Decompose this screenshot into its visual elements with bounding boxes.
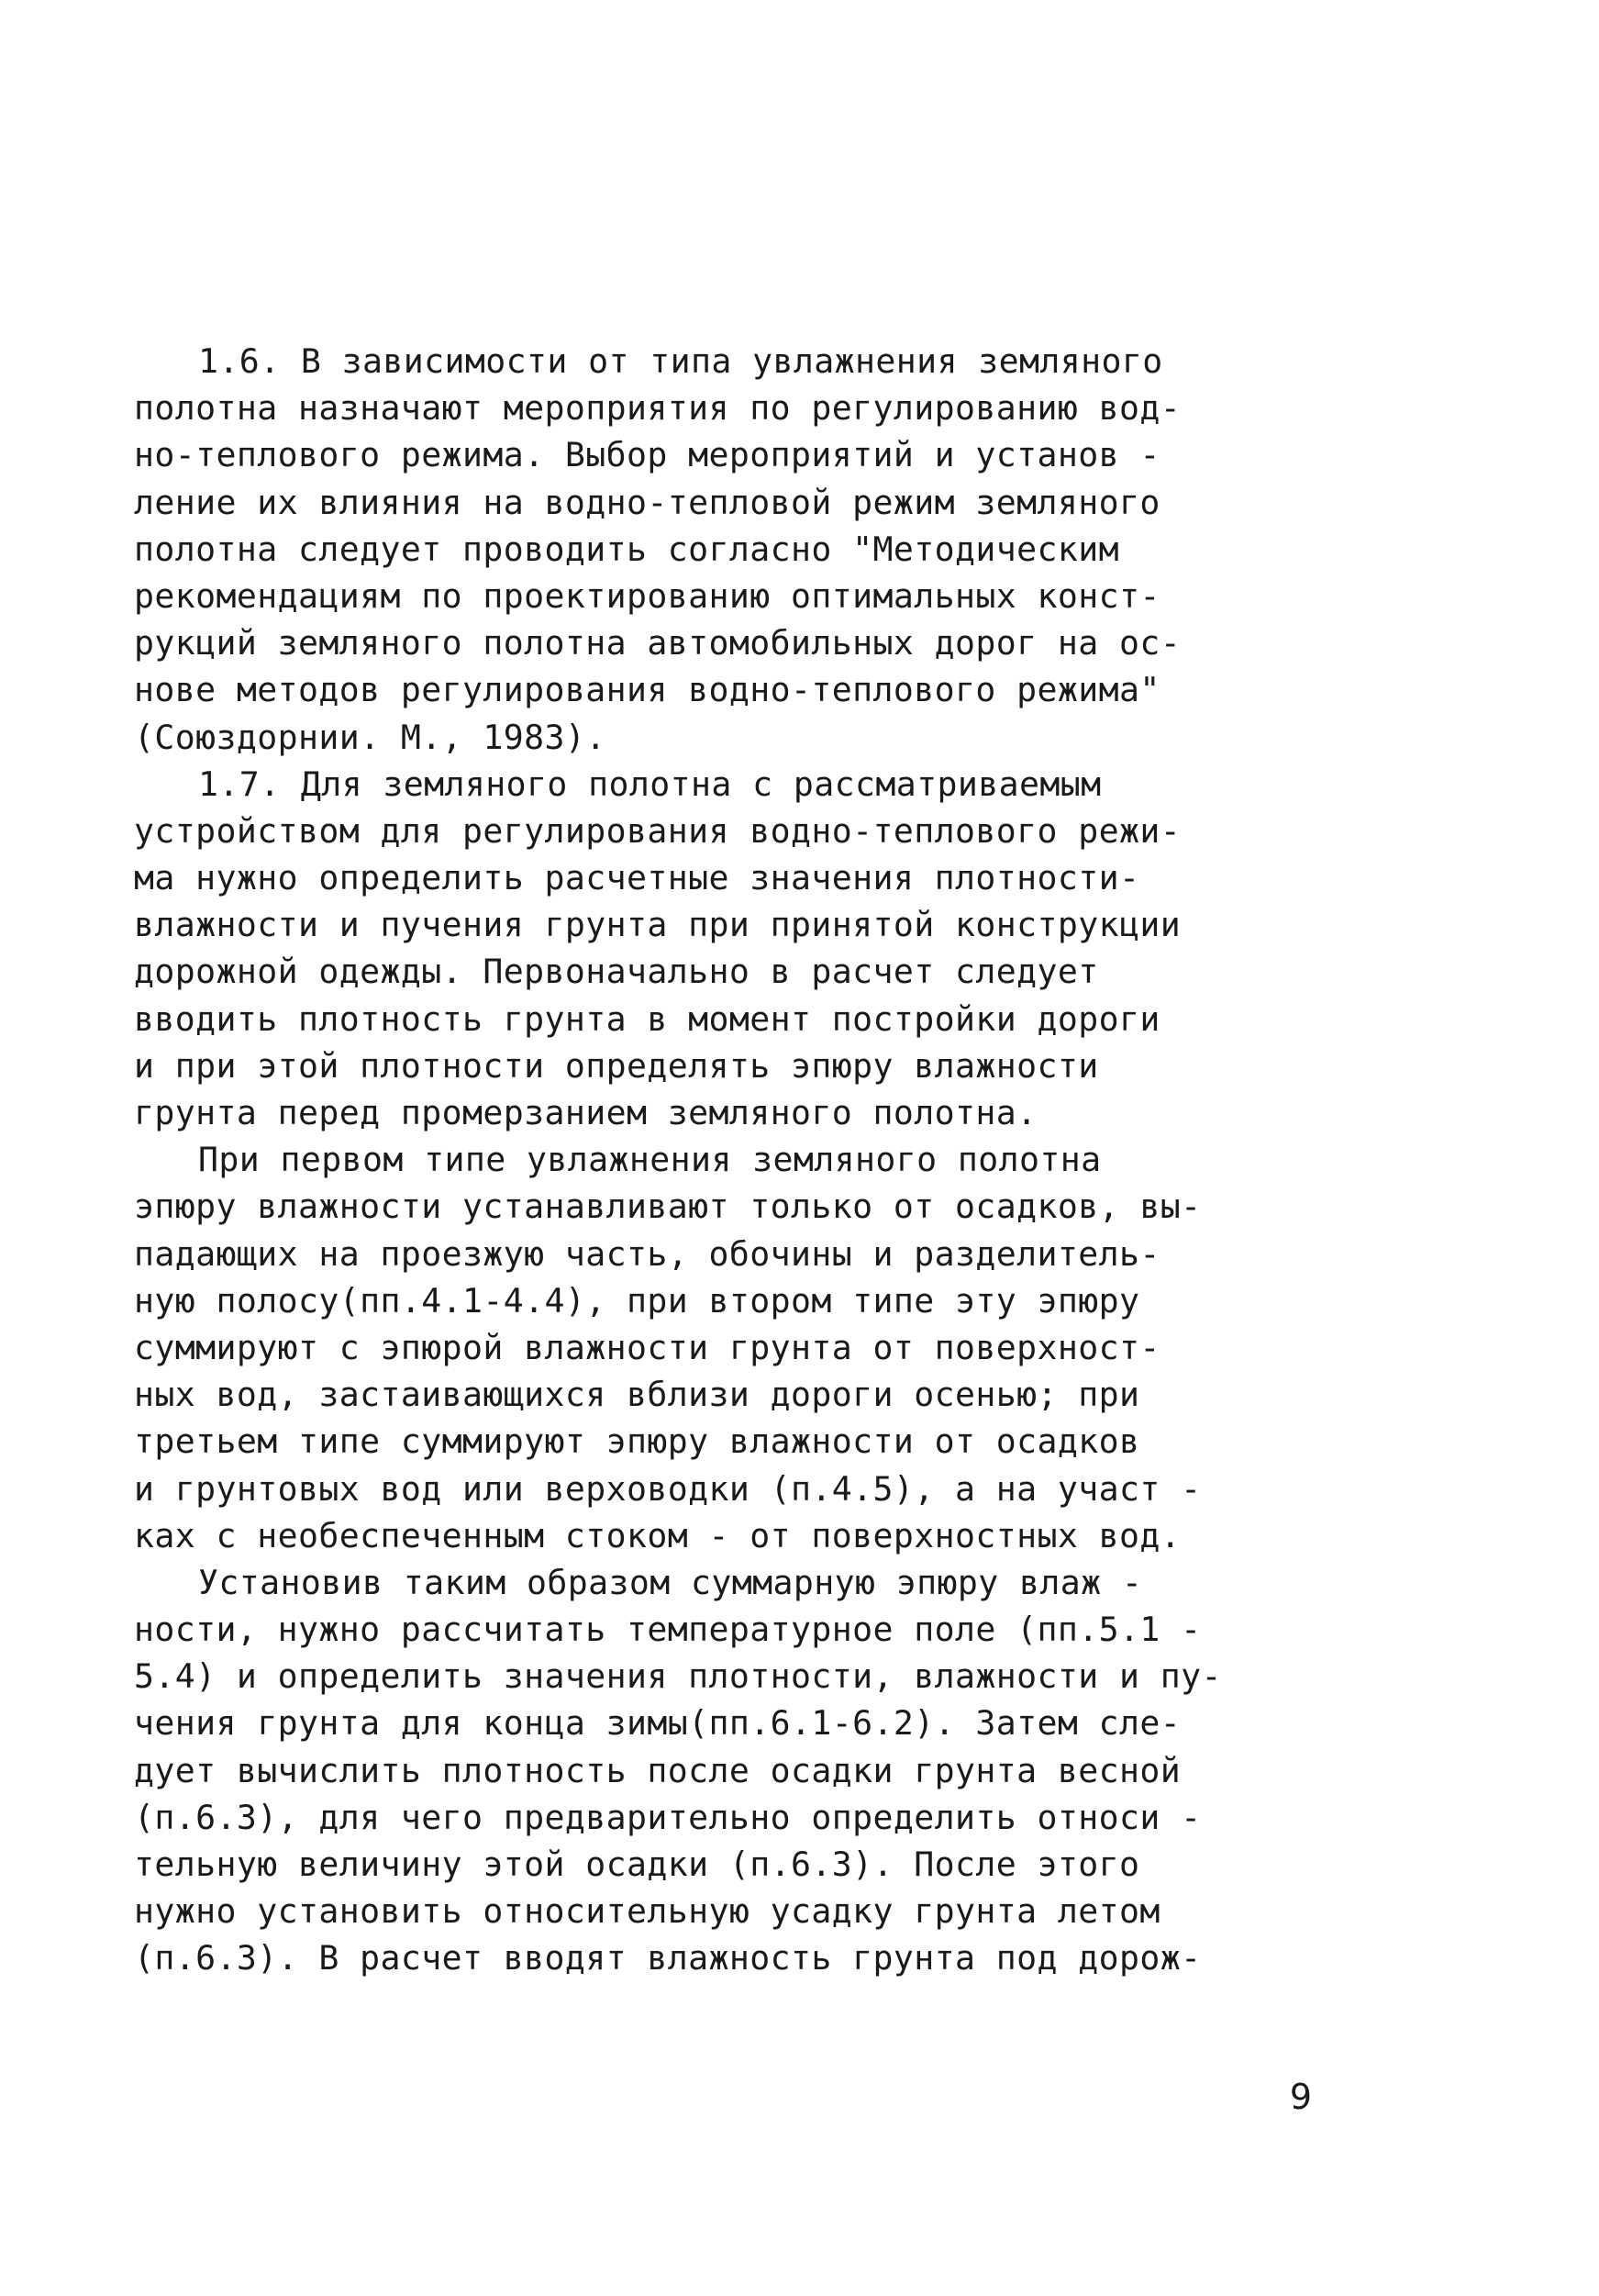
text-line: нужно установить относительную усадку грунта летом: [134, 1891, 1160, 1932]
text-line: ление их влияния на водно-тепловой режим земляного: [134, 482, 1160, 522]
text-line: 1.7. Для земляного полотна с рассматриваемым: [198, 763, 1102, 804]
body-text: [134, 338, 1327, 1982]
text-line: влажности и пучения грунта при принятой конструкции: [134, 905, 1182, 945]
text-line: но-теплового режима. Выбор мероприятий и установ -: [134, 435, 1160, 475]
text-line: рукций земляного полотна автомобильных дорог на ос-: [134, 623, 1182, 663]
text-line: ную полосу(пп.4.1-4.4), при втором типе эту эпюру: [134, 1280, 1140, 1321]
text-line: При первом типе увлажнения земляного полотна: [198, 1140, 1102, 1180]
text-line: устройством для регулирования водно-теплового режи-: [134, 810, 1182, 851]
text-line: вводить плотность грунта в момент постройки дороги: [134, 998, 1160, 1039]
text-line: (п.6.3). В расчет вводят влажность грунта под дорож-: [134, 1938, 1202, 1978]
text-line: Установив таким образом суммарную эпюру влаж -: [198, 1562, 1143, 1602]
text-line: рекомендациям по проектированию оптимальных конст-: [134, 575, 1160, 616]
text-line: ма нужно определить расчетные значения плотности-: [134, 858, 1140, 898]
paragraph-1-7: [134, 761, 1327, 1137]
paragraph-1-6: [134, 338, 1327, 761]
text-line: 5.4) и определить значения плотности, влажности и пу-: [134, 1656, 1222, 1697]
text-line: суммируют с эпюрой влажности грунта от поверхност-: [134, 1327, 1160, 1367]
text-line: чения грунта для конца зимы(пп.6.1-6.2). Затем сле-: [134, 1703, 1182, 1744]
text-line: полотна назначают мероприятия по регулированию вод-: [134, 388, 1182, 429]
text-line: и при этой плотности определять эпюру влажности: [134, 1045, 1099, 1086]
text-line: ности, нужно рассчитать температурное поле (пп.5.1 -: [134, 1610, 1202, 1650]
text-line: полотна следует проводить согласно "Методическим: [134, 529, 1119, 569]
text-line: грунта перед промерзанием земляного полотна.: [134, 1093, 1038, 1132]
text-line: тельную величину этой осадки (п.6.3). После этого: [134, 1845, 1140, 1884]
text-line: (п.6.3), для чего предварительно определить относи -: [134, 1797, 1202, 1837]
text-line: третьем типе суммируют эпюру влажности от осадков: [134, 1421, 1140, 1462]
text-line: ных вод, застаивающихся вблизи дороги осенью; при: [134, 1375, 1140, 1415]
text-line: дует вычислить плотность после осадки грунта весной: [134, 1750, 1182, 1790]
text-line: дорожной одежды. Первоначально в расчет следует: [134, 952, 1099, 992]
paragraph-first-type: [134, 1136, 1327, 1559]
text-line: и грунтовых вод или верховодки (п.4.5), а на участ -: [134, 1468, 1202, 1509]
text-line: нове методов регулирования водно-теплового режима": [134, 670, 1160, 710]
text-line: падающих на проезжую часть, обочины и разделитель-: [134, 1233, 1160, 1274]
text-line: (Союздорнии. М., 1983).: [134, 717, 606, 757]
text-line: ках с необеспеченным стоком - от поверхностных вод.: [134, 1515, 1182, 1555]
text-line: 1.6. В зависимости от типа увлажнения земляного: [198, 341, 1163, 381]
page-number: 9: [1289, 2077, 1312, 2117]
paragraph-summary: [134, 1559, 1327, 1982]
text-line: эпюру влажности устанавливают только от осадков, вы-: [134, 1187, 1202, 1227]
